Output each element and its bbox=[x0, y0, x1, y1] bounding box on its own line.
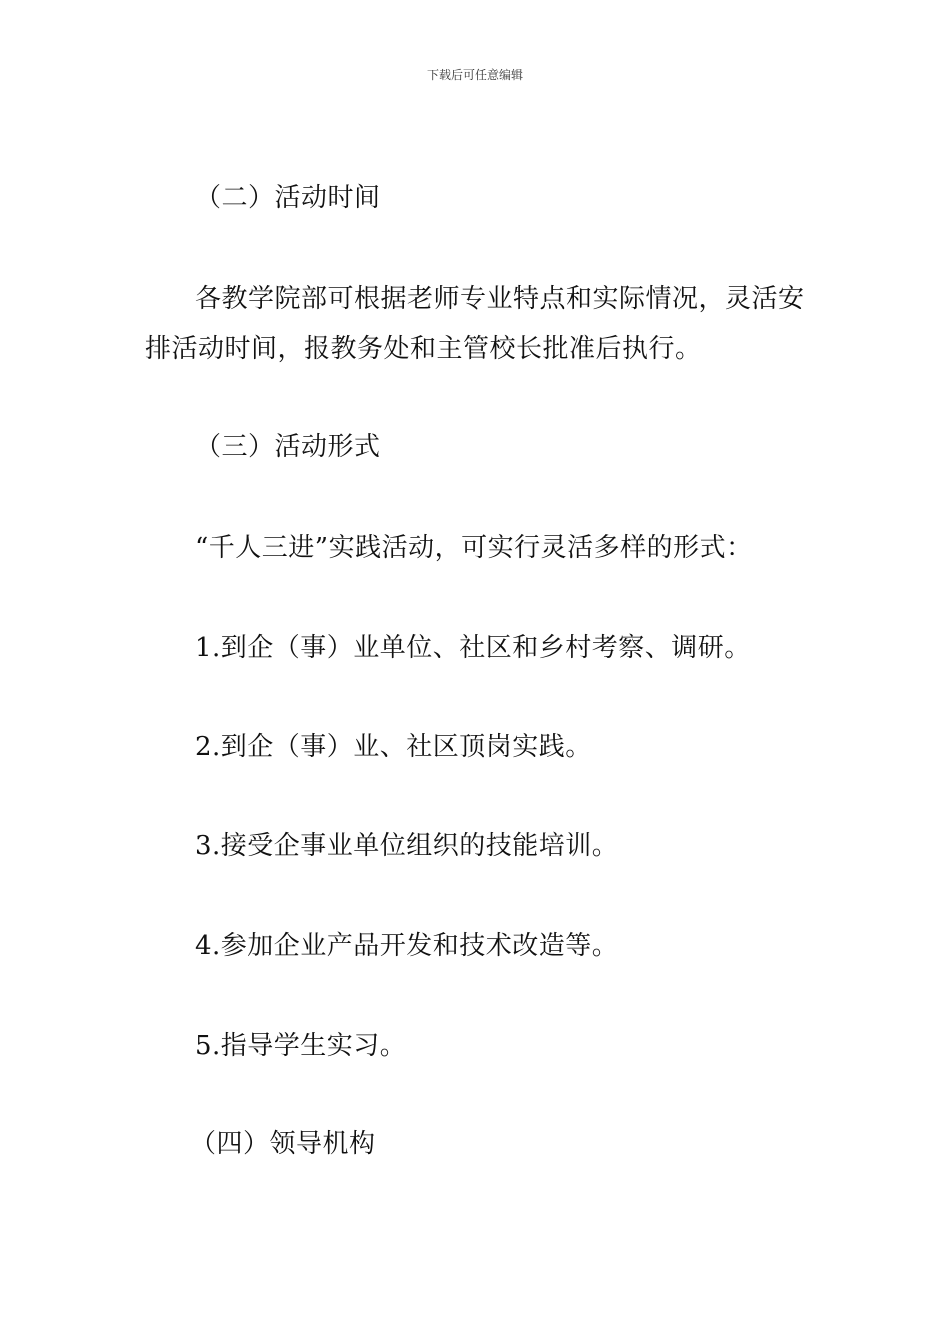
list-item: 1.到企（事）业单位、社区和乡村考察、调研。 bbox=[195, 633, 751, 663]
list-item: 2.到企（事）业、社区顶岗实践。 bbox=[195, 732, 592, 762]
section-heading-activity-form: （三）活动形式 bbox=[195, 432, 381, 462]
list-item: 5.指导学生实习。 bbox=[195, 1031, 407, 1061]
paragraph-line: 排活动时间，报教务处和主管校长批准后执行。 bbox=[145, 334, 702, 364]
list-item: 4.参加企业产品开发和技术改造等。 bbox=[195, 931, 619, 961]
section-heading-activity-time: （二）活动时间 bbox=[195, 183, 381, 213]
paragraph-intro: “千人三进”实践活动，可实行灵活多样的形式： bbox=[195, 533, 753, 563]
list-item: 3.接受企事业单位组织的技能培训。 bbox=[195, 831, 619, 861]
section-heading-leadership: （四）领导机构 bbox=[190, 1129, 376, 1159]
paragraph-line: 各教学院部可根据老师专业特点和实际情况，灵活安 bbox=[195, 284, 805, 314]
page-header-note: 下载后可任意编辑 bbox=[426, 68, 523, 82]
